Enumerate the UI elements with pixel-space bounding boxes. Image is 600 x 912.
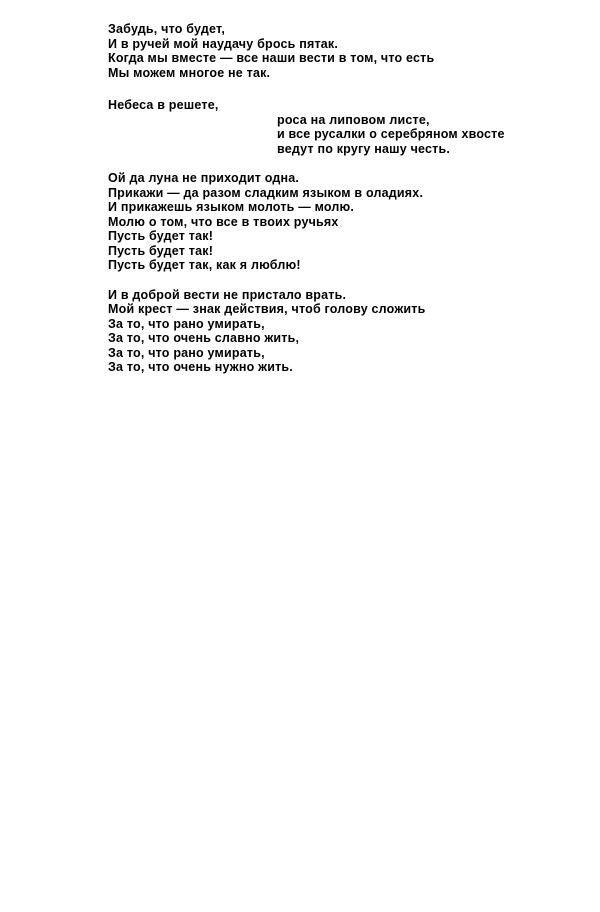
- lyric-line: Небеса в решете,: [108, 98, 219, 112]
- lyrics-text-block: [108, 22, 580, 390]
- stanza-2-indented-block: [277, 113, 580, 157]
- stanza-4: [108, 288, 580, 375]
- lyric-line: Прикажи — да разом сладким языком в оладиях.: [108, 185, 424, 200]
- lyric-line: Мы можем многое не так.: [108, 65, 271, 80]
- lyric-line: Ой да луна не приходит одна.: [108, 171, 300, 185]
- lyric-line: Когда мы вместе — все наши вести в том, что есть: [108, 51, 435, 65]
- stanza-2: [108, 98, 580, 156]
- lyric-line: Пусть будет так, как я люблю!: [108, 258, 301, 272]
- lyric-line: И в ручей мой наудачу брось пятак.: [108, 36, 339, 51]
- lyric-line: Молю о том, что все в твоих ручьях: [108, 214, 339, 229]
- lyric-line: И прикажешь языком молоть — молю.: [108, 200, 355, 214]
- lyric-line: За то, что очень нужно жить.: [108, 360, 293, 374]
- lyric-line: Пусть будет так!: [108, 229, 214, 243]
- lyric-line: Мой крест — знак действия, чтоб голову сложить: [108, 302, 426, 316]
- lyric-line: И в доброй вести не пристало врать.: [108, 287, 347, 302]
- stanza-3: [108, 171, 580, 273]
- lyric-line: ведут по кругу нашу честь.: [277, 141, 451, 156]
- lyric-line: Пусть будет так!: [108, 243, 214, 258]
- lyric-line: роса на липовом листе,: [277, 112, 430, 127]
- lyric-line: За то, что очень славно жить,: [108, 331, 300, 345]
- lyric-line: За то, что рано умирать,: [108, 316, 265, 331]
- lyric-line: За то, что рано умирать,: [108, 345, 265, 360]
- stanza-1: [108, 22, 580, 80]
- lyric-line: Забудь, что будет,: [108, 22, 226, 36]
- lyric-line: и все русалки о серебряном хвосте: [277, 127, 505, 141]
